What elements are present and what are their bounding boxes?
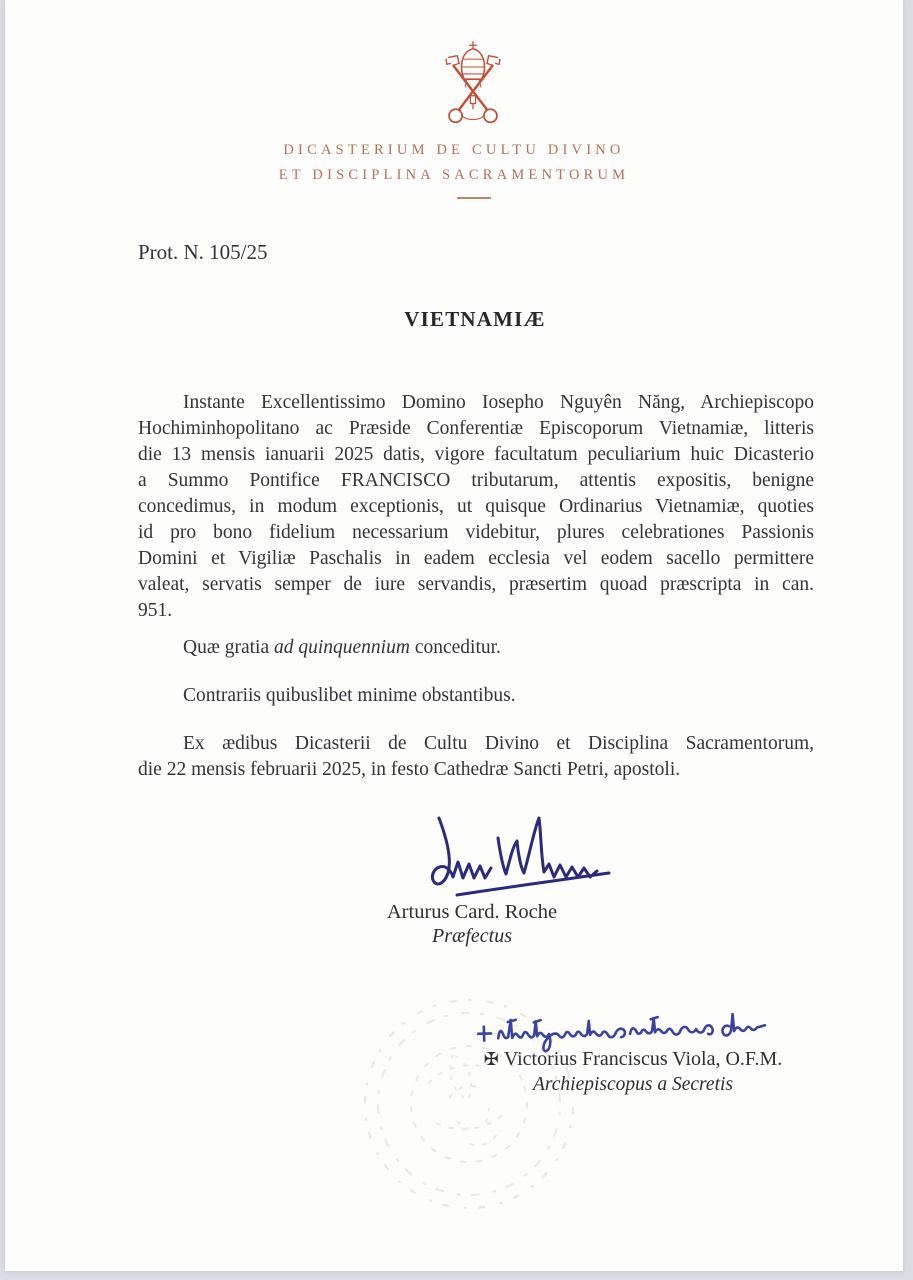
body-line: die 13 mensis ianuarii 2025 datis, vigore facultatum peculiarium huic Dicasterio [138, 444, 814, 465]
prefect-title: Præfectus [432, 925, 512, 947]
grant-duration: ad quinquennium [273, 637, 410, 658]
decree-body [138, 390, 814, 624]
prefect-signature [401, 812, 613, 904]
document-page [5, 0, 903, 1271]
header-divider [457, 197, 491, 199]
grant-suffix: conceditur. [409, 637, 501, 658]
dateline [138, 731, 814, 783]
secretary-name [453, 1048, 813, 1071]
body-line: 951. [138, 600, 173, 621]
dateline-line2: die 22 mensis februarii 2025, in festo Cathedræ Sancti Petri, apostoli. [138, 759, 681, 780]
secretary-title: Archiepiscopus a Secretis [532, 1074, 733, 1095]
body-line: Hochiminhopolitano ac Præside Conferentiæ Episcoporum Vietnamiæ, litteris [138, 418, 814, 439]
contrary-clause: Contrariis quibuslibet minime obstantibus. [183, 685, 516, 706]
protocol-number: Prot. N. 105/25 [138, 240, 268, 264]
secretary-block [453, 1048, 813, 1096]
body-line: a Summo Pontifice FRANCISCO tributarum, attentis expositis, benigne [138, 470, 814, 491]
prefect-name: Arturus Card. Roche [386, 901, 558, 923]
grant-clause [138, 635, 814, 661]
document-title: VIETNAMIÆ [404, 307, 546, 331]
congregation-name-line2: ET DISCIPLINA SACRAMENTORUM [278, 167, 630, 183]
dateline-line1: Ex ædibus Dicasterii de Cultu Divino et Disciplina Sacramentorum, [183, 733, 814, 754]
body-line: Domini et Vigiliæ Paschalis in eadem ecclesia vel eodem sacello permittere [138, 548, 814, 569]
secretary-name-text: Victorius Franciscus Viola, O.F.M. [503, 1048, 783, 1070]
body-line: Instante Excellentissimo Domino Iosepho Nguyên Năng, Archiepiscopo [183, 392, 814, 413]
grant-prefix: Quæ gratia [183, 637, 274, 658]
body-line: valeat, servatis semper de iure servandis, præsertim quoad præscripta in can. [138, 574, 814, 595]
body-line: concedimus, in modum exceptionis, ut quisque Ordinarius Vietnamiæ, quoties [138, 496, 814, 517]
vatican-emblem-icon [425, 40, 521, 134]
maltese-cross-icon: ✠ [483, 1049, 499, 1070]
prefect-block [23, 901, 913, 948]
congregation-name-line1: DICASTERIUM DE CULTU DIVINO [283, 142, 625, 158]
body-line: id pro bono fidelium necessarium videbitur, plures celebrationes Passionis [138, 522, 814, 543]
